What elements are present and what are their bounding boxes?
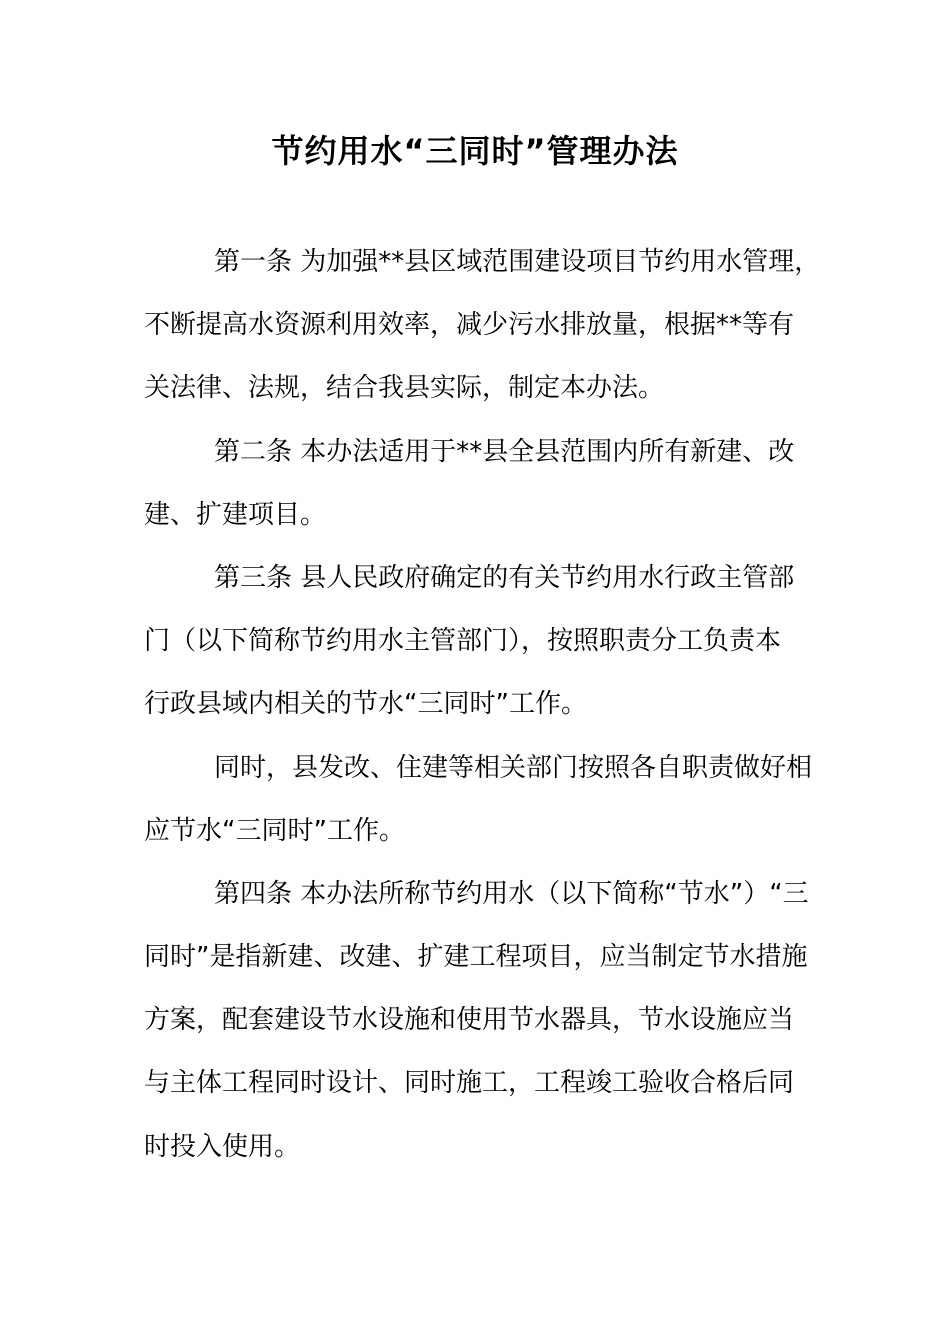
paragraph-line: 应节水“三同时”工作。 — [144, 815, 405, 846]
article-4-paragraph — [144, 863, 834, 1179]
paragraph-line: 第四条 本办法所称节约用水（以下简称“节水”）“三 — [214, 878, 809, 909]
document-body — [144, 231, 834, 1179]
paragraph-line: 门（以下简称节约用水主管部门），按照职责分工负责本 — [144, 626, 782, 657]
paragraph-line: 建、扩建项目。 — [144, 499, 327, 530]
paragraph-line: 与主体工程同时设计、同时施工，工程竣工验收合格后同 — [144, 1068, 795, 1099]
paragraph-line: 同时，县发改、住建等相关部门按照各自职责做好相 — [214, 752, 813, 783]
article-1-paragraph — [144, 231, 834, 421]
paragraph-line: 同时”是指新建、改建、扩建工程项目，应当制定节水措施 — [144, 942, 808, 973]
paragraph-line: 方案，配套建设节水设施和使用节水器具，节水设施应当 — [144, 1005, 795, 1036]
paragraph-line: 时投入使用。 — [144, 1131, 301, 1162]
paragraph-line: 不断提高水资源利用效率，减少污水排放量，根据**等有 — [144, 310, 795, 341]
document-title: 节约用水“三同时”管理办法 — [271, 132, 679, 170]
paragraph-line: 行政县域内相关的节水“三同时”工作。 — [144, 689, 587, 720]
article-2-paragraph — [144, 421, 834, 547]
paragraph-line: 关法律、法规，结合我县实际，制定本办法。 — [144, 373, 665, 404]
paragraph-line: 第二条 本办法适用于**县全县范围内所有新建、改 — [214, 436, 795, 467]
paragraph-line: 第三条 县人民政府确定的有关节约用水行政主管部 — [214, 562, 795, 593]
article-3-paragraph — [144, 547, 834, 737]
article-3-supplement-paragraph — [144, 737, 834, 863]
paragraph-line: 第一条 为加强**县区域范围建设项目节约用水管理， — [214, 247, 821, 277]
